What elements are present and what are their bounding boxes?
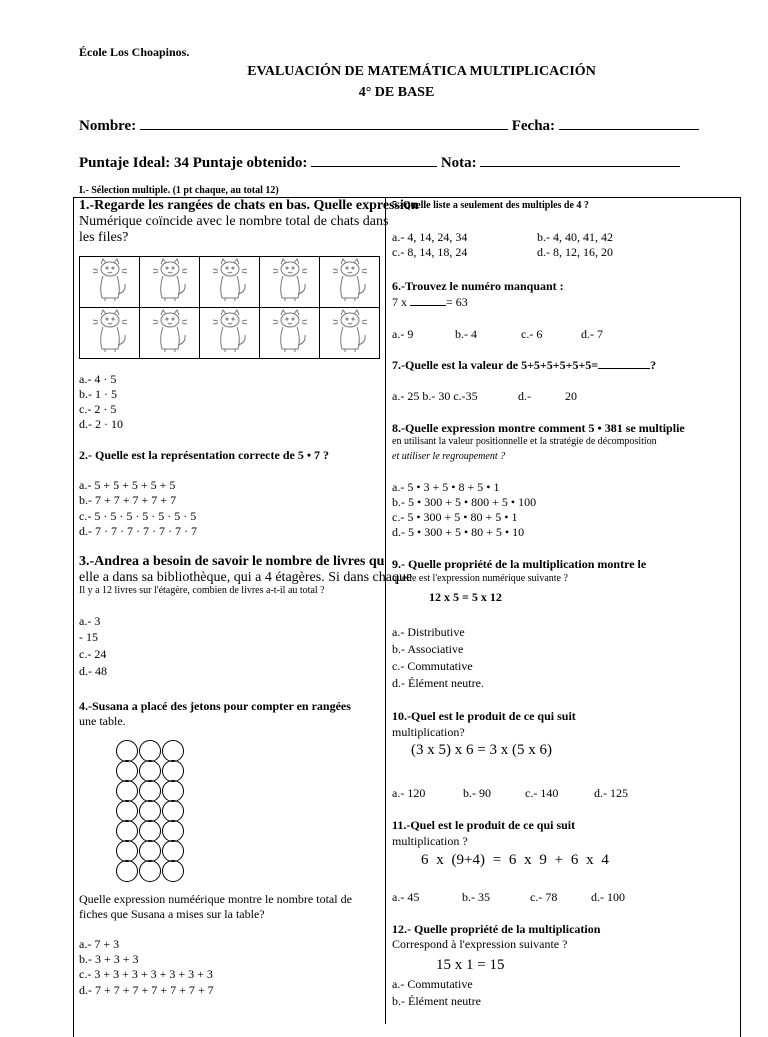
q7-qmark: ? bbox=[650, 358, 657, 372]
cat-cell bbox=[320, 308, 380, 359]
q11-option-b[interactable]: b.- 35 bbox=[462, 890, 490, 904]
token-circle bbox=[117, 821, 138, 842]
q10-title: 10.-Quel est le produit de ce qui suit bbox=[392, 709, 576, 723]
q3-option-a[interactable]: a.- 3 bbox=[79, 614, 101, 628]
score-blank[interactable] bbox=[311, 166, 437, 167]
q9-title: 9.- Quelle propriété de la multiplication montre le bbox=[392, 557, 647, 571]
fecha-label: Fecha: bbox=[511, 118, 556, 134]
section-title: I.- Sélection multiple. (1 pt chaque, au total 12) bbox=[79, 185, 279, 196]
q4-title: 4.-Susana a placé des jetons pour compter en rangées bbox=[79, 699, 351, 713]
cat-drawing-icon bbox=[151, 340, 189, 357]
cat-drawing-icon bbox=[151, 289, 189, 306]
token-circle bbox=[140, 801, 161, 822]
cat-drawing-icon bbox=[91, 340, 129, 357]
cat-drawing-icon bbox=[331, 289, 369, 306]
q6-option-b[interactable]: b.- 4 bbox=[455, 327, 477, 341]
q1-option-a[interactable]: a.- 4 · 5 bbox=[79, 372, 117, 386]
q9-expression: 12 x 5 = 5 x 12 bbox=[429, 590, 502, 604]
q1-option-c[interactable]: c.- 2 · 5 bbox=[79, 402, 117, 416]
q7-option-d-value: 20 bbox=[565, 389, 577, 403]
q8-option-d[interactable]: d.- 5 • 300 + 5 • 80 + 5 • 10 bbox=[392, 525, 525, 539]
cat-cell bbox=[80, 257, 140, 308]
q12-title: 12.- Quelle propriété de la multiplication bbox=[392, 922, 601, 936]
token-circle bbox=[163, 801, 184, 822]
q3-option-b[interactable]: - 15 bbox=[79, 630, 98, 644]
q5-option-a[interactable]: a.- 4, 14, 24, 34 bbox=[392, 230, 468, 244]
q10-option-c[interactable]: c.- 140 bbox=[525, 786, 559, 800]
q11-title: 11.-Quel est le produit de ce qui suit bbox=[392, 818, 576, 832]
q9-option-c[interactable]: c.- Commutative bbox=[392, 659, 473, 673]
token-circle bbox=[117, 801, 138, 822]
q10-line2: multiplication? bbox=[392, 725, 465, 739]
q11-expression: 6 x (9+4) = 6 x 9 + 6 x 4 bbox=[421, 852, 609, 868]
q5-option-d[interactable]: d.- 8, 12, 16, 20 bbox=[537, 245, 613, 259]
token-circle bbox=[140, 741, 161, 762]
q8-option-c[interactable]: c.- 5 • 300 + 5 • 80 + 5 • 1 bbox=[392, 510, 518, 524]
q6-option-a[interactable]: a.- 9 bbox=[392, 327, 414, 341]
q2-option-c[interactable]: c.- 5 · 5 · 5 · 5 · 5 · 5 · 5 bbox=[79, 509, 197, 523]
token-circle bbox=[163, 781, 184, 802]
q3-title: 3.-Andrea a besoin de savoir le nombre de livres qu bbox=[79, 554, 385, 569]
q6-expr-left: 7 x bbox=[392, 295, 410, 309]
q4-option-a[interactable]: a.- 7 + 3 bbox=[79, 937, 120, 951]
q11-option-c[interactable]: c.- 78 bbox=[530, 890, 558, 904]
school-name: École Los Choapinos. bbox=[79, 45, 190, 59]
name-row bbox=[79, 118, 699, 135]
q11-option-d[interactable]: d.- 100 bbox=[591, 890, 625, 904]
cat-row bbox=[80, 308, 380, 359]
token-circle bbox=[140, 861, 161, 882]
cat-cell bbox=[260, 257, 320, 308]
q4-option-b[interactable]: b.- 3 + 3 + 3 bbox=[79, 952, 139, 966]
cat-row bbox=[80, 257, 380, 308]
cat-drawing-icon bbox=[211, 340, 249, 357]
cat-drawing-icon bbox=[211, 289, 249, 306]
cat-cell bbox=[140, 308, 200, 359]
q8-line3: et utiliser le regroupement ? bbox=[392, 451, 506, 462]
q7-option-d[interactable]: d.- bbox=[518, 389, 531, 403]
q7-title-text: 7.-Quelle est la valeur de 5+5+5+5+5+5= bbox=[392, 358, 599, 372]
q8-option-a[interactable]: a.- 5 • 3 + 5 • 8 + 5 • 1 bbox=[392, 480, 500, 494]
token-circle bbox=[163, 861, 184, 882]
token-circle bbox=[117, 761, 138, 782]
score-row bbox=[79, 155, 680, 172]
token-grid bbox=[115, 740, 187, 882]
token-circle bbox=[140, 821, 161, 842]
q9-option-b[interactable]: b.- Associative bbox=[392, 642, 464, 656]
q10-option-a[interactable]: a.- 120 bbox=[392, 786, 426, 800]
q3-line2: elle a dans sa bibliothèque, qui a 4 étagères. Si dans chaque bbox=[79, 570, 413, 585]
q3-option-d[interactable]: d.- 48 bbox=[79, 664, 107, 678]
q9-option-d[interactable]: d.- Élément neutre. bbox=[392, 676, 484, 690]
token-circle bbox=[163, 821, 184, 842]
q10-expression: (3 x 5) x 6 = 3 x (5 x 6) bbox=[411, 742, 552, 758]
q12-expression: 15 x 1 = 15 bbox=[436, 957, 505, 973]
token-circle bbox=[117, 841, 138, 862]
token-circle bbox=[163, 761, 184, 782]
q7-options-abc[interactable]: a.- 25 b.- 30 c.-35 bbox=[392, 389, 478, 403]
q3-option-c[interactable]: c.- 24 bbox=[79, 647, 107, 661]
cat-cell bbox=[260, 308, 320, 359]
column-divider bbox=[385, 197, 386, 1024]
q12-option-a[interactable]: a.- Commutative bbox=[392, 977, 473, 991]
q2-option-d[interactable]: d.- 7 · 7 · 7 · 7 · 7 · 7 · 7 bbox=[79, 524, 197, 538]
q5-title: 5.-Quelle liste a seulement des multiples de 4 ? bbox=[392, 200, 589, 211]
q4-option-d[interactable]: d.- 7 + 7 + 7 + 7 + 7 + 7 + 7 bbox=[79, 983, 214, 997]
q8-title: 8.-Quelle expression montre comment 5 • 381 se multiplie bbox=[392, 421, 685, 435]
token-circle bbox=[163, 741, 184, 762]
q1-line3: les files? bbox=[79, 230, 129, 245]
token-circle bbox=[140, 781, 161, 802]
q7-title bbox=[392, 358, 656, 373]
cat-cell bbox=[320, 257, 380, 308]
q1-title: 1.-Regarde les rangées de chats en bas. Quelle expression bbox=[79, 198, 419, 213]
cat-cell bbox=[200, 308, 260, 359]
q11-line2: multiplication ? bbox=[392, 834, 468, 848]
nota-label: Nota: bbox=[440, 155, 477, 171]
date-blank[interactable] bbox=[559, 129, 699, 130]
q7-answer-blank[interactable] bbox=[598, 368, 650, 369]
q12-line2: Correspond à l'expression suivante ? bbox=[392, 937, 568, 951]
q4-option-c[interactable]: c.- 3 + 3 + 3 + 3 + 3 + 3 + 3 bbox=[79, 967, 213, 981]
q10-option-d[interactable]: d.- 125 bbox=[594, 786, 628, 800]
cat-cell bbox=[80, 308, 140, 359]
token-circle bbox=[140, 761, 161, 782]
q8-line2: en utilisant la valeur positionnelle et la stratégie de décomposition bbox=[392, 436, 657, 447]
cat-drawing-icon bbox=[91, 289, 129, 306]
q5-option-b[interactable]: b.- 4, 40, 41, 42 bbox=[537, 230, 613, 244]
q4-question-line2: fiches que Susana a mises sur la table? bbox=[79, 907, 265, 921]
q10-option-b[interactable]: b.- 90 bbox=[463, 786, 491, 800]
q8-option-b[interactable]: b.- 5 • 300 + 5 • 800 + 5 • 100 bbox=[392, 495, 537, 509]
q6-title: 6.-Trouvez le numéro manquant : bbox=[392, 279, 564, 293]
token-circle bbox=[117, 781, 138, 802]
grade-label: 4° DE BASE bbox=[358, 85, 435, 100]
q3-line3: Il y a 12 livres sur l'étagère, combien de livres a-t-il au total ? bbox=[79, 585, 325, 596]
q2-option-b[interactable]: b.- 7 + 7 + 7 + 7 + 7 bbox=[79, 493, 177, 507]
nombre-label: Nombre: bbox=[79, 118, 137, 134]
token-circle bbox=[140, 841, 161, 862]
q6-expr-right: = 63 bbox=[446, 295, 468, 309]
q6-option-c[interactable]: c.- 6 bbox=[521, 327, 543, 341]
exam-title: EVALUACIÓN DE MATEMÁTICA MULTIPLICACIÓN bbox=[247, 64, 596, 79]
q2-option-a[interactable]: a.- 5 + 5 + 5 + 5 + 5 bbox=[79, 478, 176, 492]
q4-question-line1: Quelle expression numéérique montre le nombre total de bbox=[79, 892, 352, 906]
q9-option-a[interactable]: a.- Distributive bbox=[392, 625, 465, 639]
q9-line2: quelle est l'expression numérique suivante ? bbox=[392, 573, 568, 584]
cat-drawing-icon bbox=[271, 340, 309, 357]
q6-option-d[interactable]: d.- 7 bbox=[581, 327, 603, 341]
token-circle bbox=[117, 741, 138, 762]
q1-option-d[interactable]: d.- 2 · 10 bbox=[79, 417, 123, 431]
q11-option-a[interactable]: a.- 45 bbox=[392, 890, 420, 904]
q1-line2: Numérique coïncide avec le nombre total de chats dans bbox=[79, 214, 389, 229]
q4-line2: une table. bbox=[79, 714, 126, 728]
cat-drawing-icon bbox=[271, 289, 309, 306]
cat-cell bbox=[200, 257, 260, 308]
puntaje-label: Puntaje Ideal: 34 Puntaje obtenido: bbox=[79, 155, 308, 171]
cat-grid bbox=[79, 256, 380, 359]
cat-drawing-icon bbox=[331, 340, 369, 357]
grade-blank[interactable] bbox=[480, 166, 680, 167]
token-circle bbox=[163, 841, 184, 862]
name-blank[interactable] bbox=[140, 129, 508, 130]
q2-title: 2.- Quelle est la représentation correcte de 5 • 7 ? bbox=[79, 448, 330, 462]
q12-option-b[interactable]: b.- Élément neutre bbox=[392, 994, 481, 1008]
q5-option-c[interactable]: c.- 8, 14, 18, 24 bbox=[392, 245, 468, 259]
q6-expression bbox=[392, 295, 468, 310]
token-circle bbox=[117, 861, 138, 882]
cat-cell bbox=[140, 257, 200, 308]
q6-answer-blank[interactable] bbox=[410, 305, 446, 306]
q1-option-b[interactable]: b.- 1 · 5 bbox=[79, 387, 117, 401]
